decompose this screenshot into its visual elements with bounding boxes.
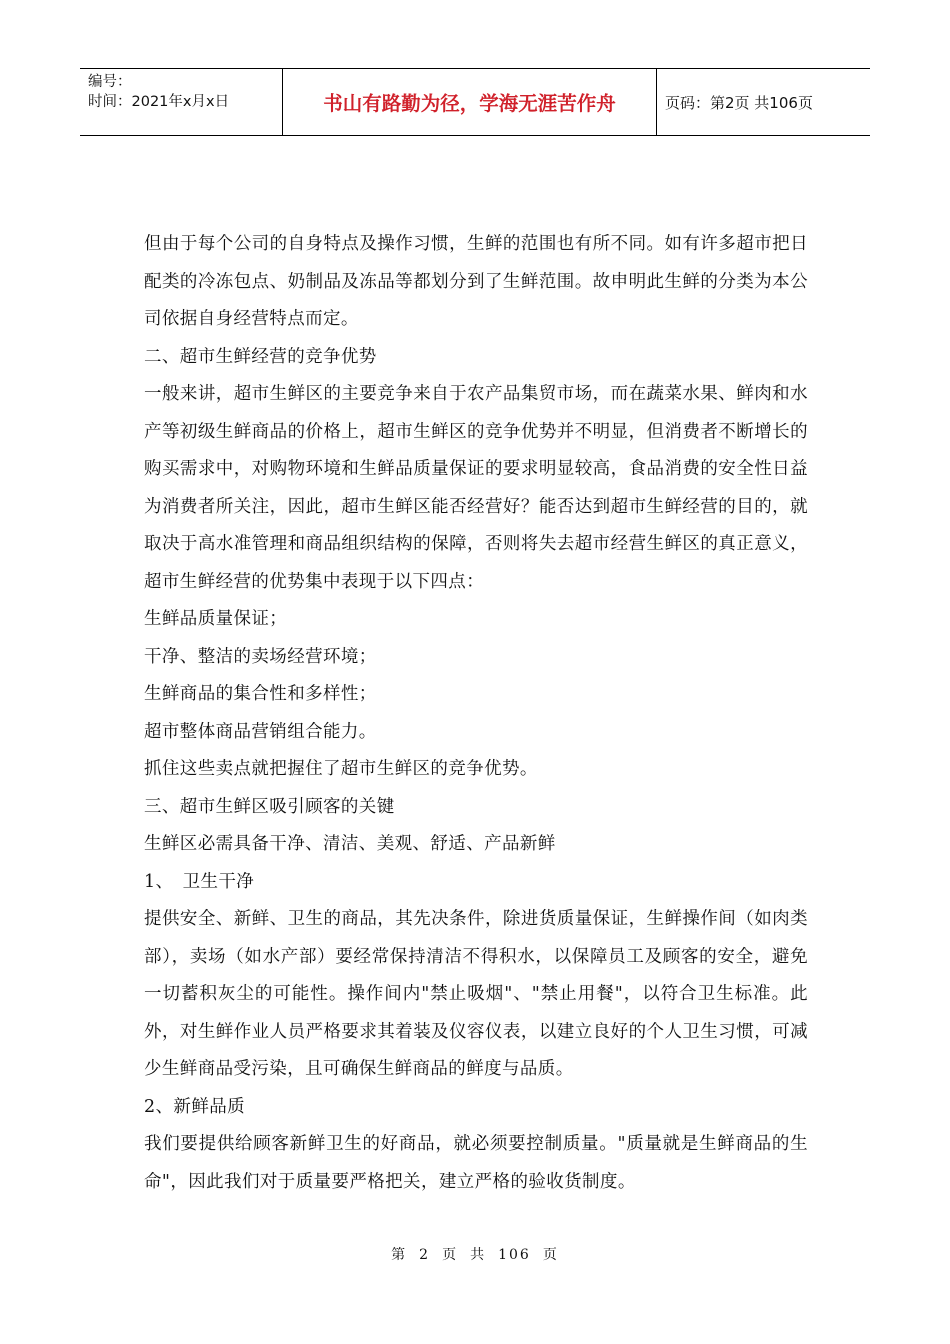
list-item: 超市整体商品营销组合能力。 (144, 721, 377, 742)
list-item: 生鲜商品的集合性和多样性； (144, 684, 377, 704)
list-item: 干净、整洁的卖场经营环境； (144, 646, 377, 667)
header-meta (80, 69, 283, 135)
paragraph: 抓住这些卖点就把握住了超市生鲜区的竞争优势。 (144, 759, 538, 779)
section-heading: 二、超市生鲜经营的竞争优势 (144, 346, 377, 367)
footer-word-di: 第 (391, 1247, 408, 1263)
footer-word-ye: 页 (442, 1247, 459, 1263)
paragraph: 一般来讲，超市生鲜区的主要竞争来自于农产品集贸市场，而在蔬菜水果、鲜肉和水产等初级生鲜商品的价格上，超市生鲜区的竞争优势并不明显，但消费者不断增长的购买需求中，对购物环境和生鲜品质量保证的要求明显较高，食品消费的安全性日益为消费者所关注，因此，超市生鲜区能否经营好？能否达到超市生鲜经营的目的，就取决于高水准管理和商品组织结构的保障，否则将失去超市经营生鲜区的真正意义，超市生鲜经营的优势集中表现于以下四点： (144, 384, 808, 592)
document-body (144, 226, 808, 1201)
footer-total-pages: 106 (498, 1247, 531, 1263)
footer-page-number: 2 (419, 1247, 431, 1263)
paragraph: 我们要提供给顾客新鲜卫生的好商品，就必须要控制质量。"质量就是生鲜商品的生命"，因此我们对于质量要严格把关，建立严格的验收货制度。 (144, 1134, 808, 1192)
paragraph: 生鲜区必需具备干净、清洁、美观、舒适、产品新鲜 (144, 834, 556, 854)
paragraph: 提供安全、新鲜、卫生的商品，其先决条件，除进货质量保证，生鲜操作间（如肉类部），卖场（如水产部）要经常保持清洁不得积水，以保障员工及顾客的安全，避免一切蓄积灰尘的可能性。操作间内"禁止吸烟"、"禁止用餐"，以符合卫生标准。此外，对生鲜作业人员严格要求其着装及仪容仪表，以建立良好的个人卫生习惯，可减少生鲜商品受污染，且可确保生鲜商品的鲜度与品质。 (144, 909, 808, 1079)
footer-word-ye: 页 (542, 1247, 559, 1263)
header-motto: 书山有路勤为径，学海无涯苦作舟 (283, 69, 657, 135)
page-footer (0, 1244, 950, 1264)
time-label: 时间：2021年x月x日 (88, 94, 230, 110)
list-item: 生鲜品质量保证； (144, 609, 288, 629)
number-label: 编号： (88, 74, 132, 90)
subsection-heading: 2、新鲜品质 (144, 1096, 246, 1117)
page-header (80, 68, 870, 136)
section-heading: 三、超市生鲜区吸引顾客的关键 (144, 796, 395, 817)
subsection-heading: 1、 卫生干净 (144, 871, 255, 892)
header-page-info: 页码：第2页 共106页 (665, 93, 813, 112)
footer-word-gong: 共 (470, 1247, 487, 1263)
paragraph: 但由于每个公司的自身特点及操作习惯，生鲜的范围也有所不同。如有许多超市把日配类的冷冻包点、奶制品及冻品等都划分到了生鲜范围。故申明此生鲜的分类为本公司依据自身经营特点而定。 (144, 234, 808, 329)
